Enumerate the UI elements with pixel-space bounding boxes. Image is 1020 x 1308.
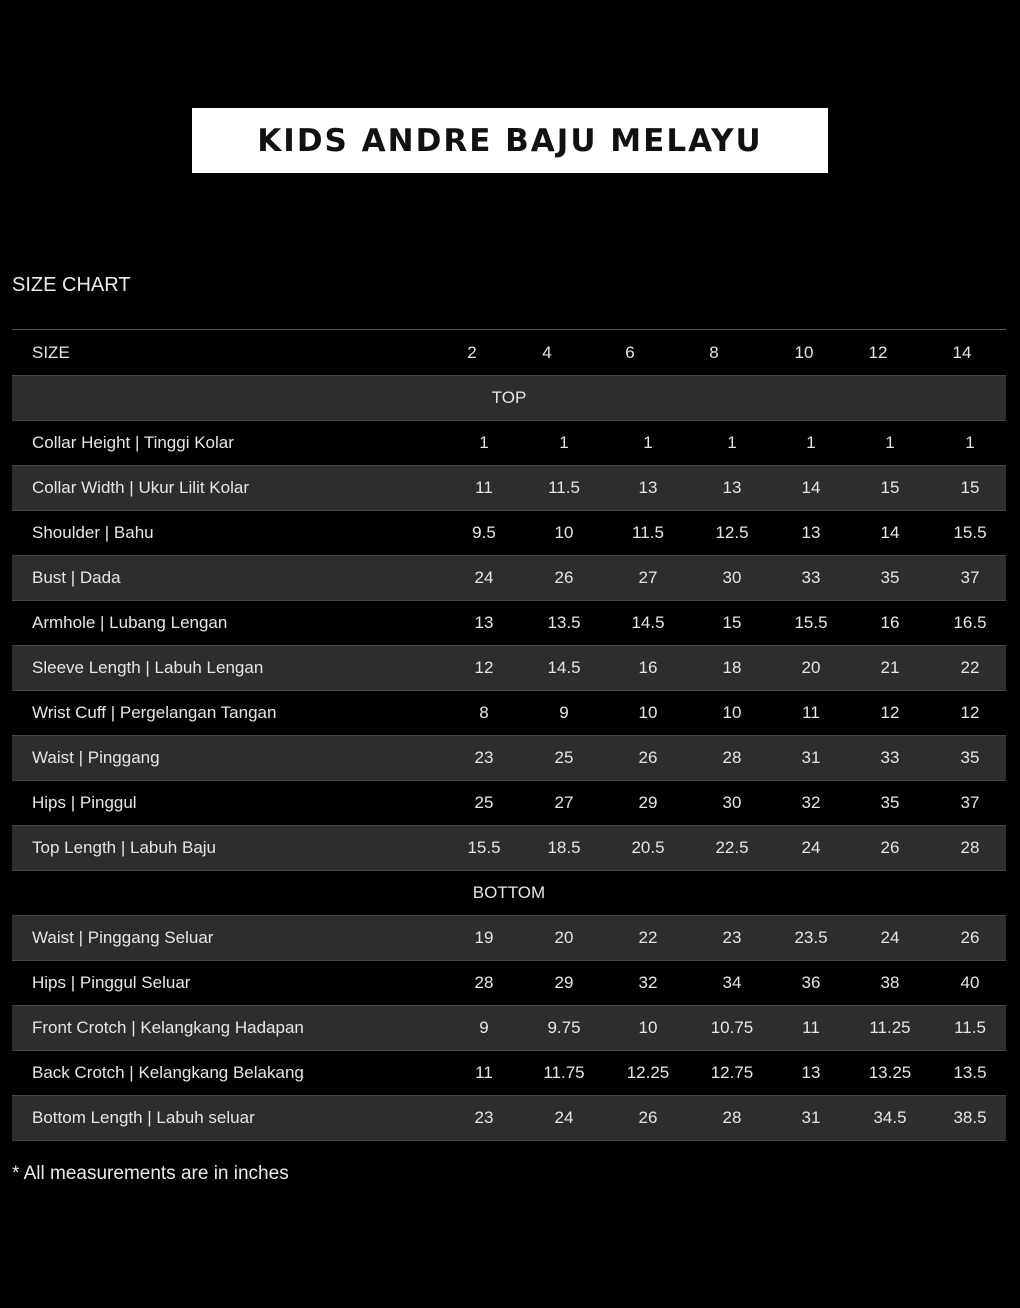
measurement-value: 20	[554, 928, 574, 947]
measurement-value: 8	[479, 703, 489, 722]
measurement-value: 11	[802, 703, 820, 722]
measurement-value: 28	[722, 748, 742, 767]
measurement-value: 26	[638, 1108, 658, 1127]
measurement-value: 19	[474, 928, 494, 947]
footnote: * All measurements are in inches	[12, 1163, 289, 1184]
measurement-value: 20	[801, 658, 821, 677]
measurement-value: 13	[801, 523, 821, 542]
measurement-value: 23	[722, 928, 742, 947]
size-header-cell: 8	[709, 342, 719, 362]
measurement-value: 13	[801, 1063, 821, 1082]
table-row	[12, 1096, 1006, 1141]
measurement-label: Bust | Dada	[32, 568, 121, 587]
measurement-value: 26	[880, 838, 900, 857]
measurement-label: Top Length | Labuh Baju	[32, 838, 217, 857]
header-row	[12, 330, 1006, 376]
measurement-value: 16	[638, 658, 658, 677]
measurement-label: Bottom Length | Labuh seluar	[32, 1108, 255, 1127]
measurement-value: 26	[554, 568, 574, 587]
group-title: TOP	[491, 388, 527, 407]
measurement-value: 22.5	[715, 838, 749, 857]
measurement-value: 1	[806, 433, 816, 452]
measurement-value: 10	[638, 1018, 658, 1037]
measurement-label: Hips | Pinggul Seluar	[32, 973, 191, 992]
table-row	[12, 826, 1006, 871]
measurement-value: 28	[722, 1108, 742, 1127]
table-row	[12, 691, 1006, 736]
table-row	[12, 556, 1006, 601]
measurement-value: 11.5	[548, 478, 580, 497]
table-row	[12, 961, 1006, 1006]
size-header-cell: 12	[868, 342, 888, 362]
measurement-label: Hips | Pinggul	[32, 793, 137, 812]
table-row	[12, 1051, 1006, 1096]
measurement-value: 15	[722, 613, 742, 632]
measurement-value: 10	[722, 703, 742, 722]
measurement-label: Wrist Cuff | Pergelangan Tangan	[32, 703, 277, 722]
table-row	[12, 511, 1006, 556]
measurement-value: 37	[960, 793, 980, 812]
table-row	[12, 466, 1006, 511]
measurement-value: 13.5	[953, 1063, 987, 1082]
measurement-value: 23	[474, 748, 494, 767]
measurement-label: Waist | Pinggang Seluar	[32, 928, 214, 947]
measurement-value: 15.5	[953, 523, 987, 542]
measurement-value: 1	[885, 433, 895, 452]
title-banner	[192, 108, 828, 173]
measurement-value: 1	[643, 433, 653, 452]
measurement-value: 12	[880, 703, 900, 722]
measurement-value: 12.5	[715, 523, 749, 542]
measurement-value: 24	[880, 928, 900, 947]
group-header-row	[12, 871, 1006, 916]
table-row	[12, 916, 1006, 961]
measurement-value: 27	[554, 793, 574, 812]
measurement-value: 34	[722, 973, 742, 992]
table-row	[12, 421, 1006, 466]
measurement-value: 24	[554, 1108, 574, 1127]
measurement-value: 1	[727, 433, 737, 452]
measurement-label: Armhole | Lubang Lengan	[32, 613, 228, 632]
measurement-label: Shoulder | Bahu	[32, 523, 154, 542]
measurement-label: Front Crotch | Kelangkang Hadapan	[32, 1018, 304, 1037]
measurement-value: 10	[638, 703, 658, 722]
measurement-value: 9.5	[472, 523, 496, 542]
measurement-value: 21	[880, 658, 900, 677]
measurement-value: 29	[638, 793, 658, 812]
measurement-value: 9	[479, 1018, 489, 1037]
measurement-label: Waist | Pinggang	[32, 748, 160, 767]
measurement-value: 13	[722, 478, 742, 497]
measurement-value: 25	[554, 748, 574, 767]
page-title: KIDS ANDRE BAJU MELAYU	[257, 122, 763, 159]
measurement-value: 10.75	[710, 1018, 754, 1037]
measurement-value: 30	[722, 793, 742, 812]
measurement-label: Collar Height | Tinggi Kolar	[32, 433, 234, 452]
size-header-label: SIZE	[32, 342, 70, 362]
table-row	[12, 601, 1006, 646]
measurement-value: 23.5	[794, 928, 828, 947]
measurement-value: 18.5	[547, 838, 581, 857]
measurement-value: 29	[554, 973, 574, 992]
size-header-cell: 4	[542, 342, 552, 362]
measurement-value: 15	[880, 478, 900, 497]
measurement-value: 14	[880, 523, 900, 542]
measurement-value: 35	[880, 793, 900, 812]
table-row	[12, 646, 1006, 691]
measurement-value: 35	[880, 568, 900, 587]
measurement-value: 34.5	[873, 1108, 907, 1127]
size-chart-table	[12, 329, 1006, 1141]
measurement-value: 30	[722, 568, 742, 587]
measurement-value: 32	[801, 793, 821, 812]
measurement-value: 15	[960, 478, 980, 497]
measurement-value: 38.5	[953, 1108, 987, 1127]
measurement-value: 35	[960, 748, 980, 767]
measurement-label: Sleeve Length | Labuh Lengan	[32, 658, 264, 677]
measurement-value: 11	[802, 1018, 820, 1037]
section-heading: SIZE CHART	[12, 274, 131, 296]
measurement-value: 1	[965, 433, 975, 452]
measurement-value: 24	[474, 568, 494, 587]
size-header-cell: 6	[625, 342, 635, 362]
measurement-value: 31	[801, 1108, 821, 1127]
measurement-label: Collar Width | Ukur Lilit Kolar	[32, 478, 249, 497]
table-row	[12, 781, 1006, 826]
measurement-value: 12	[960, 703, 980, 722]
measurement-value: 38	[880, 973, 900, 992]
measurement-value: 13.5	[547, 613, 581, 632]
measurement-value: 33	[880, 748, 900, 767]
measurement-value: 31	[801, 748, 821, 767]
measurement-value: 27	[638, 568, 658, 587]
measurement-value: 14.5	[547, 658, 581, 677]
measurement-value: 18	[722, 658, 742, 677]
measurement-value: 36	[801, 973, 821, 992]
measurement-value: 1	[559, 433, 569, 452]
measurement-value: 15.5	[794, 613, 828, 632]
size-header-cell: 14	[952, 342, 972, 362]
measurement-value: 28	[960, 838, 980, 857]
measurement-value: 37	[960, 568, 980, 587]
measurement-value: 25	[474, 793, 494, 812]
measurement-value: 26	[638, 748, 658, 767]
measurement-value: 32	[638, 973, 658, 992]
measurement-value: 13.25	[868, 1063, 912, 1082]
measurement-value: 16.5	[953, 613, 987, 632]
measurement-value: 26	[960, 928, 980, 947]
measurement-value: 20.5	[631, 838, 665, 857]
measurement-value: 28	[474, 973, 494, 992]
measurement-value: 22	[638, 928, 658, 947]
measurement-value: 40	[960, 973, 980, 992]
measurement-value: 12.75	[710, 1063, 754, 1082]
measurement-value: 13	[638, 478, 658, 497]
measurement-value: 1	[479, 433, 489, 452]
measurement-value: 11.5	[954, 1018, 986, 1037]
measurement-value: 23	[474, 1108, 494, 1127]
measurement-value: 12	[474, 658, 494, 677]
measurement-value: 24	[801, 838, 821, 857]
measurement-value: 11.25	[869, 1018, 911, 1037]
group-title: BOTTOM	[472, 883, 546, 902]
measurement-value: 15.5	[467, 838, 501, 857]
table-row	[12, 736, 1006, 781]
size-header-cell: 10	[794, 342, 814, 362]
measurement-value: 11.75	[543, 1063, 585, 1082]
measurement-value: 14	[801, 478, 821, 497]
measurement-label: Back Crotch | Kelangkang Belakang	[32, 1063, 304, 1082]
measurement-value: 12.25	[626, 1063, 670, 1082]
measurement-value: 13	[474, 613, 494, 632]
measurement-value: 22	[960, 658, 980, 677]
group-header-row	[12, 376, 1006, 421]
measurement-value: 33	[801, 568, 821, 587]
measurement-value: 11	[475, 478, 493, 497]
size-header-cell: 2	[467, 342, 477, 362]
measurement-value: 16	[880, 613, 900, 632]
measurement-value: 9.75	[547, 1018, 581, 1037]
table-row	[12, 1006, 1006, 1051]
measurement-value: 9	[559, 703, 569, 722]
measurement-value: 11.5	[632, 523, 664, 542]
measurement-value: 14.5	[631, 613, 665, 632]
measurement-value: 11	[475, 1063, 493, 1082]
measurement-value: 10	[554, 523, 574, 542]
